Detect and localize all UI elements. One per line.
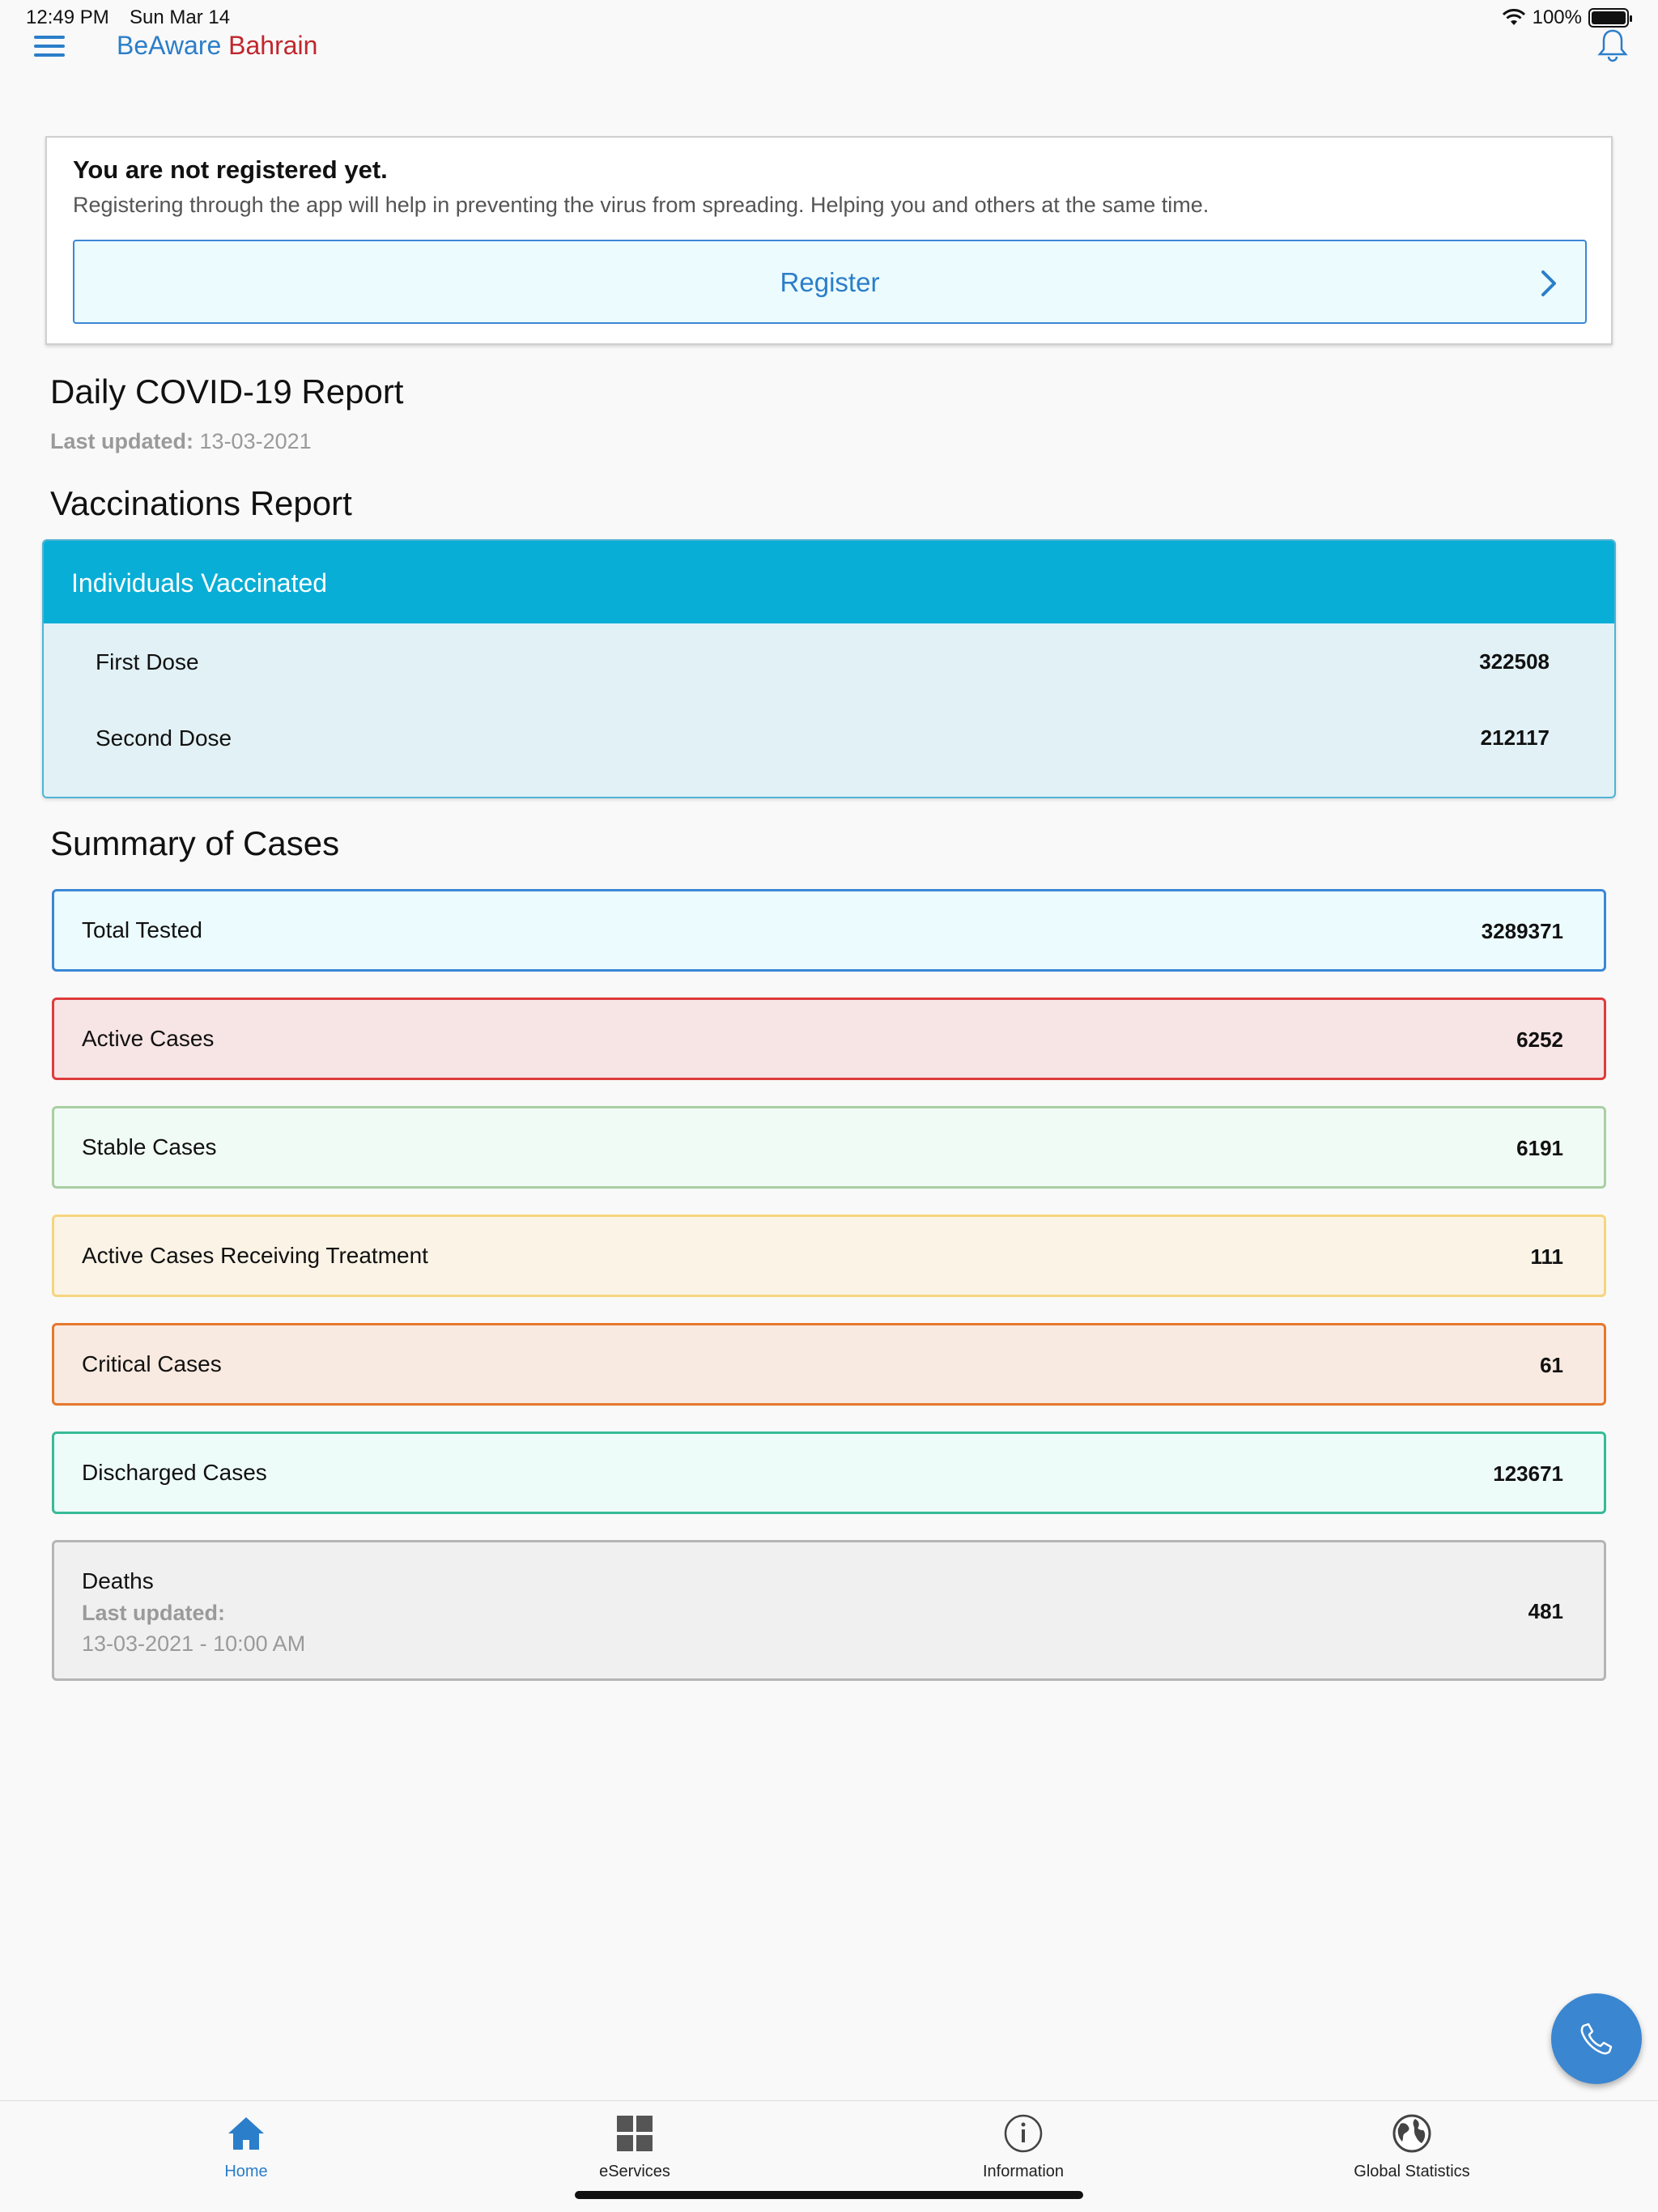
vaccination-label: First Dose bbox=[96, 649, 199, 674]
app-title bbox=[117, 31, 317, 61]
case-card-discharged bbox=[52, 1431, 1606, 1514]
deaths-last-updated-value: 13-03-2021 - 10:00 AM bbox=[82, 1631, 306, 1656]
daily-report-title: Daily COVID-19 Report bbox=[50, 372, 404, 410]
daily-report-last-updated bbox=[50, 429, 312, 454]
vaccination-value: 212117 bbox=[1480, 725, 1550, 750]
globe-icon bbox=[1391, 2112, 1433, 2155]
case-value: 6252 bbox=[1516, 1027, 1563, 1052]
home-icon bbox=[225, 2112, 267, 2155]
case-value: 123671 bbox=[1493, 1461, 1563, 1486]
last-updated-label: Last updated: bbox=[50, 429, 194, 453]
vaccinations-card-header: Individuals Vaccinated bbox=[44, 541, 1614, 623]
case-value: 6191 bbox=[1516, 1136, 1563, 1160]
vaccination-label: Second Dose bbox=[96, 725, 232, 751]
bell-icon[interactable] bbox=[1596, 28, 1629, 63]
case-value: 3289371 bbox=[1481, 919, 1563, 943]
tab-information[interactable] bbox=[902, 2101, 1145, 2190]
tab-label: eServices bbox=[599, 2163, 670, 2180]
tab-global-statistics[interactable] bbox=[1290, 2101, 1533, 2190]
vaccination-row-first-dose bbox=[96, 649, 1550, 675]
app-title-beaware: BeAware bbox=[117, 31, 222, 60]
case-value: 61 bbox=[1540, 1353, 1563, 1377]
case-card-total-tested bbox=[52, 889, 1606, 972]
registration-card bbox=[45, 136, 1613, 345]
tab-label: Global Statistics bbox=[1354, 2163, 1470, 2180]
case-label: Discharged Cases bbox=[82, 1460, 267, 1485]
registration-description: Registering through the app will help in preventing the virus from spreading. Helping you and others at the same time. bbox=[73, 193, 1209, 217]
summary-title: Summary of Cases bbox=[50, 824, 340, 862]
case-label: Active Cases bbox=[82, 1026, 215, 1051]
case-value: 111 bbox=[1530, 1244, 1563, 1269]
case-card-active bbox=[52, 998, 1606, 1080]
chevron-right-icon bbox=[1535, 269, 1561, 298]
call-button[interactable] bbox=[1551, 1993, 1642, 2084]
app-title-bahrain: Bahrain bbox=[228, 31, 318, 60]
last-updated-value: 13-03-2021 bbox=[199, 429, 312, 453]
deaths-value: 481 bbox=[1528, 1599, 1563, 1623]
menu-icon[interactable] bbox=[34, 36, 65, 60]
home-indicator bbox=[575, 2191, 1083, 2199]
vaccination-row-second-dose bbox=[96, 725, 1550, 751]
deaths-last-updated-label: Last updated: bbox=[82, 1601, 226, 1625]
status-time: 12:49 PM bbox=[26, 6, 109, 28]
status-date: Sun Mar 14 bbox=[130, 6, 231, 28]
case-label: Stable Cases bbox=[82, 1134, 217, 1159]
tab-home[interactable] bbox=[125, 2101, 368, 2190]
register-button-label: Register bbox=[780, 267, 880, 297]
case-label: Critical Cases bbox=[82, 1351, 222, 1376]
tab-eservices[interactable] bbox=[513, 2101, 756, 2190]
grid-icon bbox=[614, 2112, 656, 2155]
case-card-receiving-treatment bbox=[52, 1214, 1606, 1297]
case-card-deaths bbox=[52, 1540, 1606, 1681]
tab-label: Home bbox=[224, 2163, 268, 2180]
app-header bbox=[0, 24, 1658, 73]
case-card-critical bbox=[52, 1323, 1606, 1406]
tab-label: Information bbox=[982, 2163, 1065, 2180]
deaths-label: Deaths bbox=[82, 1568, 154, 1593]
vaccination-value: 322508 bbox=[1479, 649, 1550, 674]
vaccinations-card bbox=[42, 539, 1616, 798]
battery-percent: 100% bbox=[1532, 6, 1582, 28]
register-button[interactable] bbox=[73, 240, 1587, 324]
phone-icon bbox=[1577, 2019, 1616, 2058]
case-card-stable bbox=[52, 1106, 1606, 1189]
info-icon bbox=[1002, 2112, 1044, 2155]
registration-title: You are not registered yet. bbox=[73, 155, 388, 184]
vaccinations-title: Vaccinations Report bbox=[50, 484, 352, 522]
case-label: Total Tested bbox=[82, 917, 202, 942]
case-label: Active Cases Receiving Treatment bbox=[82, 1243, 428, 1268]
